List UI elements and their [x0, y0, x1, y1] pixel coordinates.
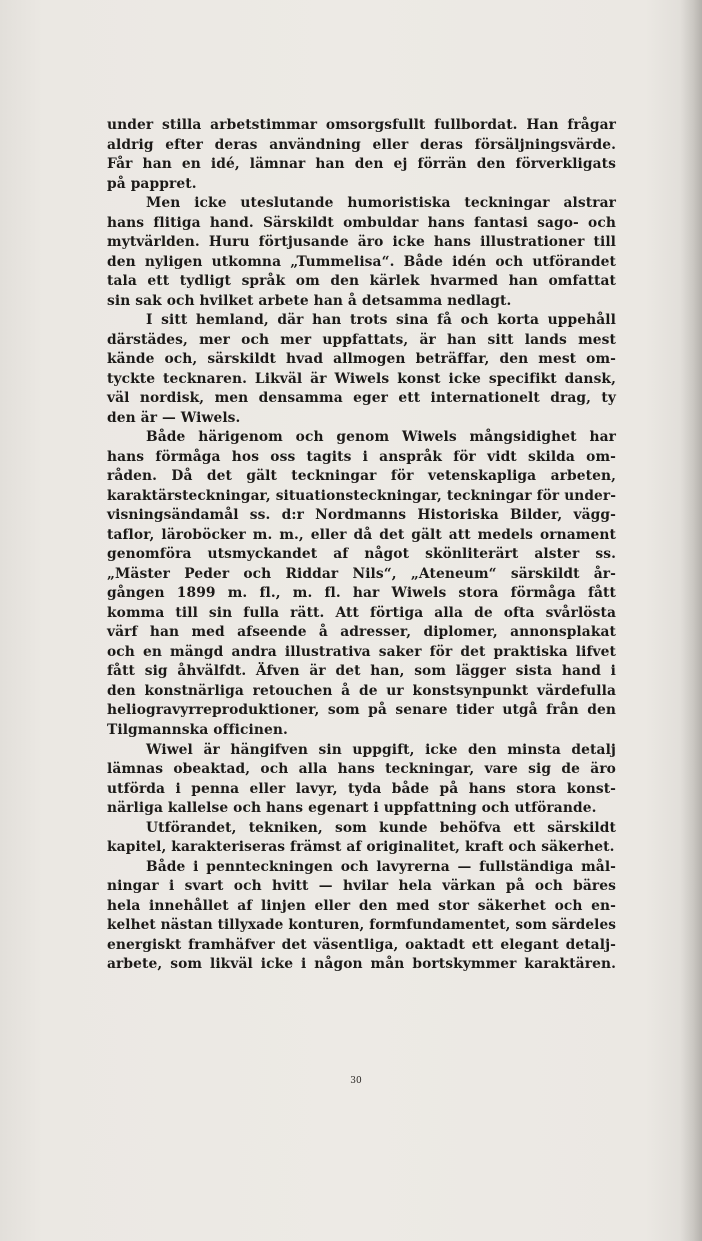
- page-number: 30: [350, 1076, 362, 1086]
- text-line: sin sak och hvilket arbete han å detsamma nedlagt.: [107, 292, 512, 309]
- text-line: Både i pennteckningen och lavyrerna — fullständiga mål-: [146, 858, 616, 875]
- text-line: kapitel, karakteriseras främst af originalitet, kraft och säkerhet.: [107, 839, 615, 856]
- text-line: värf han med afseende å adresser, diplomer, annonsplakat: [107, 624, 616, 641]
- text-line: Får han en idé, lämnar han den ej förrän den förverkligats: [107, 156, 616, 173]
- text-line: „Mäster Peder och Riddar Nils“, „Ateneum“ särskildt år-: [107, 565, 616, 582]
- text-line: Wiwel är hängifven sin uppgift, icke den minsta detalj: [146, 741, 616, 758]
- text-line: tyckte tecknaren. Likväl är Wiwels konst icke specifikt dansk,: [107, 370, 616, 387]
- page-spine-shadow: [680, 0, 702, 1241]
- text-line: den konstnärliga retouchen å de ur konstsynpunkt värdefulla: [107, 682, 616, 699]
- body-text: [107, 116, 616, 975]
- text-line: gången 1899 m. fl., m. fl. har Wiwels stora förmåga fått: [107, 585, 616, 602]
- text-line: Utförandet, tekniken, som kunde behöfva ett särskildt: [146, 819, 616, 836]
- text-line: fått sig åhvälfdt. Äfven är det han, som lägger sista hand i: [107, 663, 616, 680]
- text-line: ningar i svart och hvitt — hvilar hela värkan på och bäres: [107, 878, 616, 895]
- text-line: taflor, läroböcker m. m., eller då det gält att medels ornament: [107, 526, 616, 543]
- text-line: kände och, särskildt hvad allmogen beträffar, den mest om-: [107, 351, 616, 368]
- text-line: väl nordisk, men densamma eger ett internationelt drag, ty: [107, 390, 616, 407]
- text-line: hans flitiga hand. Särskildt ombuldar hans fantasi sago- och: [107, 214, 616, 231]
- text-line: karaktärsteckningar, situationsteckningar, teckningar för under-: [107, 487, 616, 504]
- text-line: komma till sin fulla rätt. Att förtiga alla de ofta svårlösta: [107, 604, 616, 621]
- text-line: Tilgmannska officinen.: [107, 721, 288, 738]
- text-line: aldrig efter deras användning eller deras försäljningsvärde.: [107, 136, 616, 153]
- text-line: råden. Då det gält teckningar för vetenskapliga arbeten,: [107, 468, 616, 485]
- text-line: Men icke uteslutande humoristiska teckningar alstrar: [146, 195, 616, 212]
- text-line: tala ett tydligt språk om den kärlek hvarmed han omfattat: [107, 273, 616, 290]
- text-line: mytvärlden. Huru förtjusande äro icke hans illustrationer till: [107, 234, 616, 251]
- text-line: på pappret.: [107, 175, 197, 192]
- text-line: den nyligen utkomna „Tummelisa“. Både idén och utförandet: [107, 253, 616, 270]
- text-line: hela innehållet af linjen eller den med stor säkerhet och en-: [107, 897, 616, 914]
- text-line: närliga kallelse och hans egenart i uppfattning och utförande.: [107, 800, 597, 817]
- text-line: I sitt hemland, där han trots sina få och korta uppehåll: [146, 312, 616, 329]
- text-line: kelhet nästan tillyxade konturen, formfundamentet, som särdeles: [107, 917, 616, 934]
- text-line: genomföra utsmyckandet af något skönliterärt alster ss.: [107, 546, 616, 563]
- text-line: under stilla arbetstimmar omsorgsfullt fullbordat. Han frågar: [107, 117, 616, 133]
- text-line: lämnas obeaktad, och alla hans teckningar, vare sig de äro: [107, 761, 616, 778]
- text-line: energiskt framhäfver det väsentliga, oaktadt ett elegant detalj-: [107, 936, 616, 953]
- text-line: därstädes, mer och mer uppfattats, är han sitt lands mest: [107, 331, 616, 348]
- text-line: hans förmåga hos oss tagits i anspråk för vidt skilda om-: [107, 448, 616, 465]
- text-line: arbete, som likväl icke i någon mån bortskymmer karaktären.: [107, 956, 616, 973]
- text-line: den är — Wiwels.: [107, 409, 241, 426]
- text-line: och en mängd andra illustrativa saker för det praktiska lifvet: [107, 643, 616, 660]
- text-line: visningsändamål ss. d:r Nordmanns Historiska Bilder, vägg-: [107, 507, 616, 524]
- text-line: utförda i penna eller lavyr, tyda både på hans stora konst-: [107, 780, 616, 797]
- text-line: heliogravyrreproduktioner, som på senare tider utgå från den: [107, 702, 616, 719]
- text-line: Både härigenom och genom Wiwels mångsidighet har: [146, 429, 616, 446]
